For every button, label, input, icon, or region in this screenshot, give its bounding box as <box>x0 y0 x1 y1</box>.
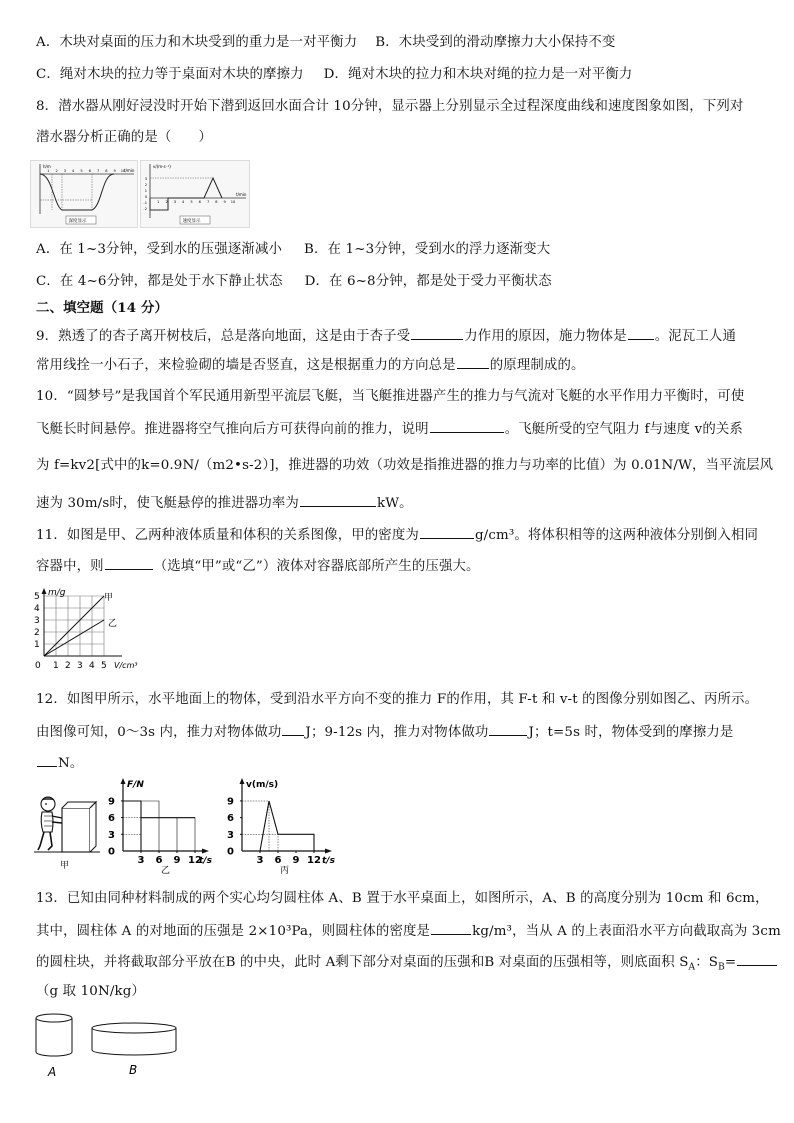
q10-text-1: 飞艇长时间悬停。推进器将空气推向后方可获得向前的推力，说明 <box>36 422 429 437</box>
q12-blank-1[interactable] <box>282 722 304 736</box>
q11-text-4: （选填“甲”或“乙”）液体对容器底部所产生的压强大。 <box>153 559 480 574</box>
q12-caption-jia: 甲 <box>60 861 70 871</box>
q10-line-3: 为 f=kv2[式中的k=0.9N/（m2•s-2）]，推进器的功效（功效是指推进器的推力与功率的比值）为 0.01N/W，当平流层风 <box>36 458 774 473</box>
q8-speed-x-tick: 3 <box>173 200 177 204</box>
q11-x-tick: 3 <box>77 661 83 671</box>
q12-f-caption: 乙 <box>161 866 171 876</box>
q12-f-x-ticks <box>138 851 202 866</box>
q8-depth-x-tick: 10 <box>120 169 126 173</box>
q8-speed-x-tick: 7 <box>206 200 210 204</box>
q12-blank-2[interactable] <box>489 722 527 736</box>
q8-speed-y-tick: -1 <box>143 201 147 205</box>
q11-y-tick: 5 <box>34 592 40 602</box>
q12-line-3 <box>36 753 83 773</box>
q11-y-tick: 1 <box>34 640 40 650</box>
q10-text-4: kW。 <box>376 496 413 511</box>
q8-depth-ylabel: h/m <box>43 164 51 169</box>
q8-speed-x-tick: 4 <box>182 200 185 204</box>
q12-v-ylabel: v(m/s) <box>246 780 279 790</box>
q13-sub-b: B <box>718 962 725 973</box>
q12-v-x-tick: 9 <box>292 855 300 866</box>
q8-depth-x-tick: 3 <box>63 169 67 173</box>
q11-x-tick: 1 <box>53 661 59 671</box>
q13-text-1: 其中，圆柱体 A 的对地面的压强是 2×10³Pa，则圆柱体的密度是 <box>36 924 431 939</box>
q13-line-3 <box>36 952 778 977</box>
q8-option-b: B．在 1~3分钟，受到水的浮力逐渐变大 <box>304 242 551 257</box>
q8-option-d: D．在 6~8分钟，都是处于受力平衡状态 <box>304 274 552 289</box>
q8-speed-x-tick: 2 <box>165 200 168 204</box>
q12-f-y-tick: 3 <box>108 829 115 841</box>
q12-line-1: 12．如图甲所示，水平地面上的物体，受到沿水平方向不变的推力 F的作用，其 F-t 和 v-t 的图像分别如图乙、丙所示。 <box>36 692 759 707</box>
q13-line-1: 13．已知由同种材料制成的两个实心均匀圆柱体 A、B 置于水平桌面上，如图所示，A、B 的高度分别为 10cm 和 6cm， <box>36 891 769 906</box>
q8-speed-y-tick: 0 <box>144 195 147 199</box>
q8-speed-x-tick: 6 <box>198 200 201 204</box>
q12-push-figure <box>34 790 100 872</box>
q8-speed-y-tick: 1 <box>144 189 147 193</box>
q12-v-x-tick: 12 <box>307 855 321 866</box>
q11-y-tick: 2 <box>34 628 40 638</box>
q13-text-2: kg/m³，当从 A 的上表面沿水平方向截取高为 3cm <box>472 924 781 939</box>
q12-v-y-tick: 6 <box>227 813 234 825</box>
q13-text-5: = <box>724 955 737 970</box>
q8-speed-y-tick: 3 <box>144 177 147 181</box>
q12-f-y-tick: 0 <box>108 846 115 858</box>
q11-label-yi: 乙 <box>108 619 118 629</box>
q8-depth-x-tick: 7 <box>96 169 100 173</box>
q11-text-3: 容器中，则 <box>36 559 104 574</box>
q11-x-ticks <box>35 661 107 671</box>
q9-text-4: 常用线拴一小石子，来检验砌的墙是否竖直，这是根据重力的方向总是 <box>36 358 456 373</box>
cylinder-a <box>36 1014 72 1056</box>
q12-v-x-ticks <box>257 851 321 866</box>
q12-f-x-tick: 6 <box>155 855 163 866</box>
q8-depth-x-tick: 8 <box>105 169 108 173</box>
q13-line-2 <box>36 921 781 941</box>
q12-v-y-tick: 0 <box>227 846 234 858</box>
q8-depth-xlabel: t/min <box>124 168 135 173</box>
q8-stem-line-2: 潜水器分析正确的是（ ） <box>36 130 213 145</box>
q11-x-tick: 4 <box>89 661 95 671</box>
q12-v-x-tick: 6 <box>274 855 282 866</box>
q8-speed-x-tick: 5 <box>190 200 193 204</box>
q7-option-c: C．绳对木块的拉力等于桌面对木块的摩擦力 <box>36 67 304 82</box>
q12-blank-3[interactable] <box>37 753 57 767</box>
q12-v-x-tick: 3 <box>256 855 264 866</box>
q11-blank-2[interactable] <box>105 556 153 570</box>
q11-line-jia <box>44 596 104 656</box>
q9-blank-2[interactable] <box>628 326 654 340</box>
cylinder-b <box>92 1023 176 1055</box>
q12-text-4: N。 <box>58 756 84 771</box>
q8-speed-ylabel: v/(m·s⁻¹) <box>153 164 171 169</box>
q12-v-y-tick: 9 <box>227 796 234 808</box>
q12-text-3: J；t=5s 时，物体受到的摩擦力是 <box>528 725 734 740</box>
q11-y-tick: 4 <box>34 604 40 614</box>
q12-v-caption: 丙 <box>280 866 290 876</box>
q9-line-2 <box>36 355 585 375</box>
q7-option-b: B．木块受到的滑动摩擦力大小保持不变 <box>375 35 616 50</box>
q8-depth-figure <box>30 160 138 228</box>
q10-blank-2[interactable] <box>300 493 376 507</box>
q8-depth-x-tick: 1 <box>47 169 50 173</box>
q12-f-y-tick: 6 <box>108 813 115 825</box>
q13-blank-1[interactable] <box>431 921 471 935</box>
q8-depth-x-tick: 4 <box>72 169 75 173</box>
q10-blank-1[interactable] <box>430 419 504 433</box>
q12-text-2: J；9-12s 内，推力对物体做功 <box>305 725 489 740</box>
q7-options-line-1 <box>36 34 615 52</box>
q10-line-4 <box>36 493 413 513</box>
q8-speed-y-tick: 2 <box>144 183 147 187</box>
q12-v-y-tick: 3 <box>227 829 234 841</box>
q11-line-2 <box>36 556 480 576</box>
q10-text-3: 速为 30m/s时，使飞艇悬停的推进器功率为 <box>36 496 299 511</box>
q12-f-x-tick: 9 <box>173 855 181 866</box>
q8-speed-x-tick: 1 <box>157 200 160 204</box>
q8-speed-caption: 速度显示 <box>182 219 201 224</box>
q12-f-ylabel: F/N <box>127 780 144 790</box>
q12-force-time-chart <box>105 777 213 877</box>
q10-line-1: 10．“圆梦号”是我国首个军民通用新型平流层飞艇，当飞艇推进器产生的推力与气流对飞艇的水平作用力平衡时，可使 <box>36 389 745 404</box>
q12-text-1: 由图像可知，0～3s 内，推力对物体做功 <box>36 725 282 740</box>
label-a: A <box>48 1065 57 1079</box>
q9-text-2: 力作用的原因，施力物体是 <box>464 329 627 344</box>
q8-depth-x-tick: 9 <box>113 169 116 173</box>
q8-depth-caption: 深度显示 <box>68 219 87 224</box>
q9-text-5: 的原理制成的。 <box>489 358 585 373</box>
q11-ylabel: m/g <box>48 588 66 598</box>
q11-xlabel: V/cm³ <box>114 661 138 670</box>
q8-stem-line-1: 8．潜水器从刚好浸没时开始下潜到返回水面合计 10分钟，显示器上分别显示全过程深度曲线和速度图象如图，下列对 <box>36 99 744 114</box>
q7-option-a: A．木块对桌面的压力和木块受到的重力是一对平衡力 <box>36 35 358 50</box>
q11-y-tick: 3 <box>34 616 40 626</box>
q9-text-1: 9．熟透了的杏子离开树枝后，总是落向地面，这是由于杏子受 <box>36 329 411 344</box>
q11-y-ticks <box>34 592 40 650</box>
q11-x-tick: 2 <box>65 661 71 671</box>
q13-text-3: 的圆柱块，并将截取部分平放在B 的中央，此时 A剩下部分对桌面的压强和B 对桌面的压强相等，则底面积 S <box>36 955 689 970</box>
q8-option-c: C．在 4~6分钟，都是处于水下静止状态 <box>36 274 283 289</box>
q11-text-2: g/cm³。将体积相等的这两种液体分别倒入相同 <box>474 528 759 543</box>
q12-f-x-tick: 12 <box>188 855 202 866</box>
q8-option-a: A．在 1~3分钟，受到水的压强逐渐减小 <box>36 242 283 257</box>
q8-depth-x-tick: 6 <box>88 169 91 173</box>
q8-speed-x-tick: 9 <box>223 200 226 204</box>
q9-blank-1[interactable] <box>411 326 463 340</box>
q8-speed-x-tick: 10 <box>230 200 236 204</box>
q13-line-4: （g 取 10N/kg） <box>36 984 146 999</box>
q9-line-1 <box>36 326 736 346</box>
label-b: B <box>129 1063 138 1077</box>
q7-options-line-2 <box>36 66 632 84</box>
q8-speed-x-tick: 8 <box>215 200 218 204</box>
q11-line-1 <box>36 525 758 545</box>
q12-velocity-time-chart <box>224 777 342 877</box>
q11-text-1: 11．如图是甲、乙两种液体质量和体积的关系图像，甲的密度为 <box>36 528 419 543</box>
q12-f-x-tick: 3 <box>137 855 145 866</box>
q9-blank-3[interactable] <box>457 355 489 369</box>
q10-text-2: 。飞艇所受的空气阻力 f与速度 v的关系 <box>504 422 743 437</box>
q8-options-line-2 <box>36 273 552 291</box>
q12-v-xlabel: t/s <box>322 856 335 866</box>
q8-options-line-1 <box>36 241 550 259</box>
q11-mass-volume-chart <box>30 586 152 674</box>
q12-v-y-ticks <box>227 796 242 857</box>
q13-sub-a: A <box>688 962 696 973</box>
section-2-title: 二、填空题（14 分） <box>36 300 169 316</box>
q8-speed-xlabel: t/min <box>236 192 247 197</box>
q12-f-y-ticks <box>108 796 123 857</box>
q8-speed-figure <box>140 160 250 228</box>
q12-f-y-tick: 9 <box>108 796 115 808</box>
q12-line-2 <box>36 722 733 742</box>
q13-cylinders-figure <box>30 1010 190 1082</box>
q7-option-d: D．绳对木块的拉力和木块对绳的拉力是一对平衡力 <box>323 67 633 82</box>
q8-depth-x-tick: 2 <box>55 169 58 173</box>
q12-f-xlabel: t/s <box>199 856 212 866</box>
q10-line-2 <box>36 419 743 439</box>
q11-x-tick: 0 <box>35 661 41 671</box>
q11-label-jia: 甲 <box>104 593 114 603</box>
q8-depth-x-tick: 5 <box>80 169 83 173</box>
q13-text-4: ：S <box>695 955 719 970</box>
q8-speed-y-tick: -2 <box>143 207 147 211</box>
q11-blank-1[interactable] <box>420 525 474 539</box>
q13-blank-2[interactable] <box>737 952 777 966</box>
q11-x-tick: 5 <box>101 661 107 671</box>
q9-text-3: 。泥瓦工人通 <box>654 329 737 344</box>
